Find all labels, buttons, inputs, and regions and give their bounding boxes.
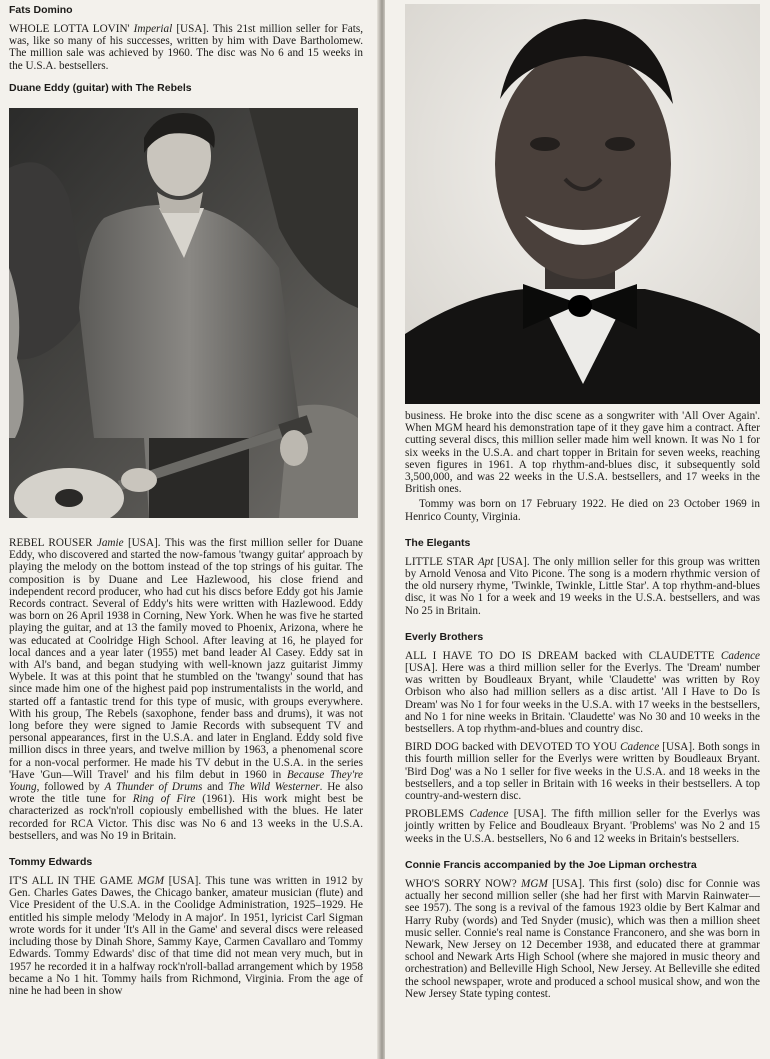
entry-text: and (202, 781, 228, 794)
film-title: Because They're Young (9, 768, 363, 794)
fats-domino-heading: Fats Domino (9, 4, 73, 16)
connie-francis-heading: Connie Francis accompanied by the Joe Lipman orchestra (405, 858, 697, 871)
tommy-edwards-entry-cont: business. He broke into the disc scene as a songwriter with 'All Over Again'. When MGM heard his demonstration tape of it they gave him a contract. After cutting several discs, this million seller made him well known. It was No 1 for six weeks in the U.S.A. and chart topper in Britain for seven weeks, reaching seven figures in 1961. A top rhythm-and-blues disc, it subsequently sold 3,500,000, and was 22 weeks in the U.S.A. bestsellers, and 17 weeks in the British ones. (405, 410, 760, 496)
country: [USA] (496, 555, 527, 568)
entry-text: . This was the first million seller for Duane Eddy, who discovered and started the now-famous 'twangy guitar' approach by playing the melody on the bottom instead of the top strings of his guitar. The composition is by Duane and Lee Hazlewood, his close friend and independent record producer, who had cut his discs before Eddy got his Jamie Records contract. Several of Eddy's hits were written with Hazlewood. Eddy was born on 26 April 1938 in Corning, New York. When he was five he started playing the guitar, and at 13 the family moved to Phoenix, Arizona, where he was educated at Coolridge High School. After leaving at 16, he played for local dances and a year later (1955) met band leader Al Casey. Eddy sat in with Al's band, and began studying with well-known jazz guitarist Jimmy Wybele. It was at this point that he stumbled on the 'twangy' sound that has since made him one of the highest paid pop instrumentalists in the world, and started off a fantastic trend for this type of music, with groups everywhere. With his group, The Rebels (saxophone, fender bass and drums), it was not long before they were signed to Jamie Records with subsequent TV and personal appearances, first in the U.S.A. and later in England. Eddy sold five million discs in three years, and twelve million by 1963, a phenomenal score for a non-vocal performer. He made his TV debut in the U.S.A. in the series 'Have 'Gun—Will Travel' and his film debut in 1960 in (9, 537, 364, 781)
tommy-edwards-photo (405, 4, 760, 404)
elegants-entry (405, 556, 760, 617)
left-page (0, 0, 379, 1059)
entry-text: . This first (solo) disc for Connie was actually her second million seller (she had her first with Marvin Rainwater—see 1957). The song is a revival of the famous 1923 oldie by Bert Kalmar and Harry Ruby (words) and Ted Snyder (music), which was then a million sheet music seller. Connie's real name is Constance Franconero, and she was born in Newark, New Jersey on 12 December 1938, and educated there at grammar school and Newark Arts High School (where she majored in music theory and orchestration) and Belleville High School, New Jersey. At Belleville she edited the school newspaper, wrote and produced a school musical show, and won the New Jersey State typing contest. (405, 877, 760, 1000)
song-title: IT'S ALL IN THE GAME (9, 875, 133, 888)
duane-eddy-section (9, 537, 363, 997)
tommy-edwards-heading: Tommy Edwards (9, 856, 93, 869)
record-label: MGM (521, 877, 548, 890)
entry-text: . This 21st million seller for Fats, was, like so many of his successes, written by him with Dave Bartholomew. The million sale was achieved by 1960. The disc was No 6 and 15 weeks in the U.S.A. bestsellers. (9, 23, 363, 72)
song-title: PROBLEMS (405, 808, 465, 821)
elegants-heading: The Elegants (405, 536, 471, 549)
record-label: Cadence (620, 741, 660, 754)
song-title: ALL I HAVE TO DO IS DREAM backed with CLAUDETTE (405, 649, 715, 662)
film-title: Ring of Fire (132, 793, 196, 806)
tommy-edwards-entry (9, 875, 363, 997)
country: [USA] (405, 662, 435, 675)
duane-eddy-entry (9, 537, 363, 842)
record-label: Cadence (720, 649, 761, 662)
fats-domino-entry (9, 23, 363, 72)
song-title: BIRD DOG backed with DEVOTED TO YOU (405, 741, 617, 754)
everly-entry-3 (405, 808, 760, 845)
entry-text: . This tune was written in 1912 by Gen. Charles Gates Dawes, the Chicago banker, amateur musician (flute) and Vice President of the U.S.A. in the Coolidge Administration, 1925–1929. He entitled his simple melody 'Melody in A major'. In 1951, lyricist Carl Sigman wrote words for it under 'It's All in the Game' and several discs were released including those by Dinah Shore, Sammy Kaye, Carmen Cavallaro and Tommy Edwards. Tommy Edwards' disc of that time did not mean very much, but in 1957 he recorded it in a halfway rock'n'roll-ballad arrangement which by 1958 became a No 1 hit. Tommy hails from Richmond, Virginia. From the age of nine he had been in show (9, 875, 364, 997)
connie-francis-entry (405, 878, 760, 1000)
entry-text: , followed by (36, 781, 105, 794)
right-page (385, 0, 770, 1059)
record-label: Cadence (469, 808, 509, 821)
film-title: A Thunder of Drums (104, 781, 203, 794)
duane-eddy-photo-image (9, 108, 358, 518)
country: [USA] (127, 537, 158, 549)
entry-text: . The only million seller for this group was written by Arnold Venosa and Vito Picone. The song is a modern rhythmic version of the old nursery rhyme, 'Twinkle, Twinkle, Little Star'. A top rhythm-and-blues disc, it was No 1 for a week and 19 weeks in the U.S.A. bestsellers, and was No 25 in Britain. (405, 555, 761, 617)
tommy-edwards-bio: Tommy was born on 17 February 1922. He died on 23 October 1969 in Henrico County, Virginia. (405, 498, 760, 523)
song-title: WHOLE LOTTA LOVIN' (9, 23, 130, 35)
record-label: MGM (137, 875, 165, 888)
everly-brothers-heading: Everly Brothers (405, 630, 484, 643)
duane-eddy-photo (9, 108, 358, 518)
song-title: REBEL ROUSER (9, 537, 93, 549)
record-label: Imperial (133, 23, 173, 35)
song-title: WHO'S SORRY NOW? (405, 877, 517, 890)
country: [USA] (176, 23, 207, 35)
record-label: Apt (477, 555, 494, 568)
record-label: Jamie (96, 537, 124, 549)
song-title: LITTLE STAR (405, 555, 475, 568)
country: [USA] (552, 877, 582, 890)
country: [USA] (513, 808, 544, 821)
entry-text: . Here was a third million seller for the Everlys. The 'Dream' number was written by Boudleaux Bryant, while 'Claudette' was written by Roy Orbison who also had million sellers as a disc artist. 'All I Have to Do Is Dream' was No 1 for four weeks in the U.S.A. with 17 weeks in the bestsellers, and No 1 for nine weeks in Britain. 'Claudette' was No 30 and 10 weeks in the bestsellers. A top rhythm-and-blues and country disc. (405, 662, 760, 736)
entry-text: . Both songs in this fourth million seller for the Everlys were written by Boudleaux Bryant. 'Bird Dog' was a No 1 seller for five weeks in the U.S.A. and 18 weeks in the bestsellers, and a top seller in Britain with 16 weeks in their bestsellers. A top country-and-western disc. (405, 741, 761, 803)
duane-eddy-heading: Duane Eddy (guitar) with The Rebels (9, 82, 192, 94)
everly-entry-1 (405, 650, 760, 735)
fats-domino-section (9, 4, 363, 72)
tommy-edwards-continued (405, 410, 760, 1000)
entry-text: (1961). His work might best be characterized as rock'n'roll copiously embellished with the blues. He later recorded for RCA Victor. This disc was No 6 and 13 weeks in the U.S.A. bestsellers, and was No 19 in Britain. (9, 793, 363, 842)
everly-entry-2 (405, 741, 760, 802)
entry-text: . The fifth million seller for the Everlys was jointly written by Felice and Boudleaux Bryant. 'Problems' was No 2 and 15 weeks in the U.S.A. bestsellers, No 6 and 12 weeks in Britain's bestsellers. (405, 808, 761, 845)
tommy-edwards-photo-image (405, 4, 760, 404)
country: [USA] (168, 875, 199, 888)
duane-eddy-heading-block (9, 82, 363, 101)
film-title: The Wild Westerner (227, 781, 320, 794)
country: [USA] (662, 741, 693, 754)
entry-text: . He also wrote the title tune for (9, 781, 363, 806)
